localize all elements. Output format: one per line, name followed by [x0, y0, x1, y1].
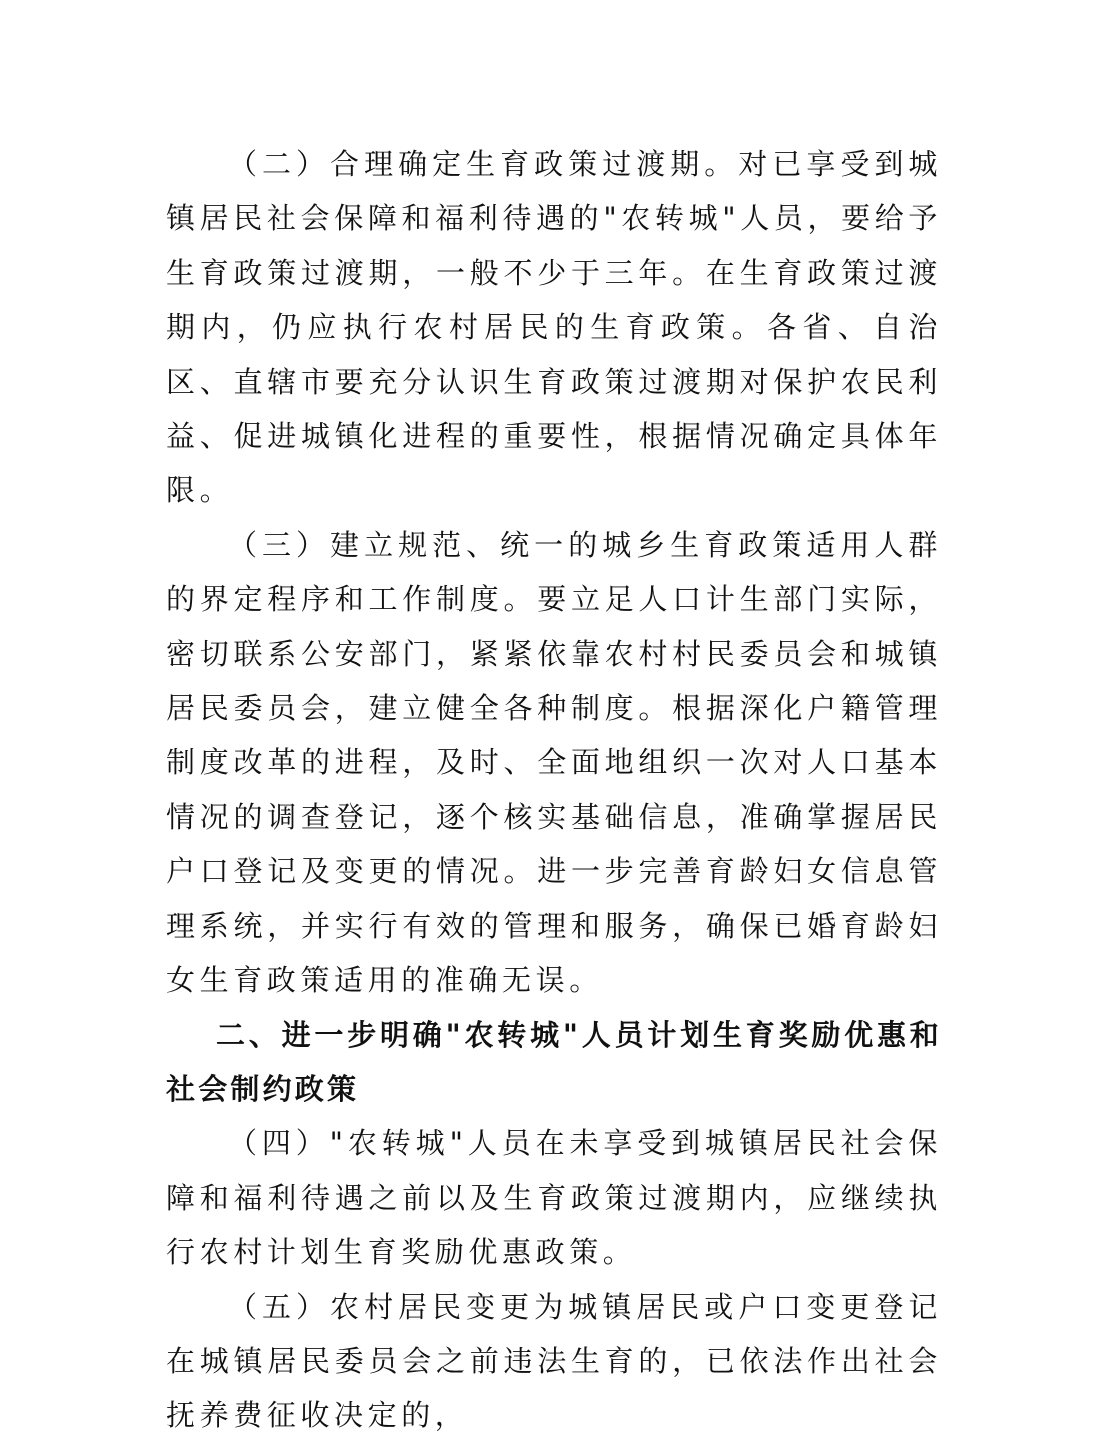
document-body — [166, 137, 942, 1443]
paragraph-transition-period: （二）合理确定生育政策过渡期。对已享受到城镇居民社会保障和福利待遇的"农转城"人员，要给予生育政策过渡期，一般不少于三年。在生育政策过渡期内，仍应执行农村居民的生育政策。各省、自治区、直辖市要充分认识生育政策过渡期对保护农民利益、促进城镇化进程的重要性，根据情况确定具体年限。 — [166, 147, 942, 508]
paragraph-policy-procedure: （三）建立规范、统一的城乡生育政策适用人群的界定程序和工作制度。要立足人口计生部门实际，密切联系公安部门，紧紧依靠农村村民委员会和城镇居民委员会，建立健全各种制度。根据深化户籍管理制度改革的进程，及时、全面地组织一次对人口基本情况的调查登记，逐个核实基础信息，准确掌握居民户口登记及变更的情况。进一步完善育龄妇女信息管理系统，并实行有效的管理和服务，确保已婚育龄妇女生育政策适用的准确无误。 — [166, 527, 942, 998]
paragraph-social-fee: （五）农村居民变更为城镇居民或户口变更登记在城镇居民委员会之前违法生育的，已依法作出社会抚养费征收决定的， — [166, 1289, 942, 1433]
section-heading: 二、进一步明确"农转城"人员计划生育奖励优惠和社会制约政策 — [166, 1017, 942, 1106]
paragraph-reward-policy: （四）"农转城"人员在未享受到城镇居民社会保障和福利待遇之前以及生育政策过渡期内，应继续执行农村计划生育奖励优惠政策。 — [166, 1126, 942, 1270]
